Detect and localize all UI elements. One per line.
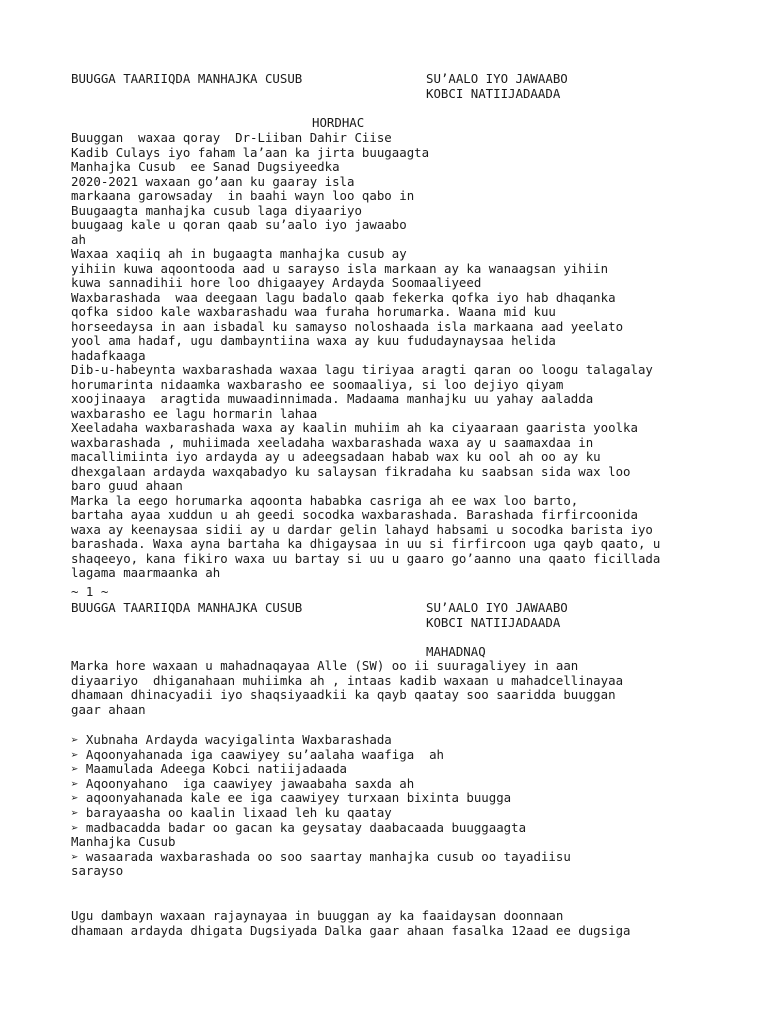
page1-body-line: Kadib Culays iyo faham la’aan ka jirta buugaagta <box>71 144 430 160</box>
page1-body-line: xoojinaaya aragtida muwaadinnimada. Madaama manhajku uu yahay aaladda <box>71 391 594 406</box>
page2-list-item: ➢ Xubnaha Ardayda wacyigalinta Waxbarashada <box>71 732 392 747</box>
page2-list-item: ➢ madbacadda badar oo gacan ka geysatay daabacaada buuggaagta <box>71 819 527 835</box>
page1-body-line: baro guud ahaan <box>71 478 183 493</box>
page1-body-line: bartaha ayaa xuddun u ah geedi socodka waxbarashada. Barashada firfircoonida <box>71 507 638 522</box>
page1-body-line: 2020-2021 waxaan go’aan ku gaaray isla <box>71 173 355 189</box>
page1-body-line: markaana garowsaday in baahi wayn loo qabo in <box>71 188 415 203</box>
page1-header-right-1: SU’AALO IYO JAWAABO <box>426 71 568 86</box>
page1-body-line: dhexgalaan ardayda waxqabadyo ku salaysan fikradaha ku saabsan sida wax loo <box>71 463 631 479</box>
page1-page-number: ~ 1 ~ <box>71 584 109 599</box>
page2-list-item: sarayso <box>71 863 124 879</box>
page2-header-left: BUUGGA TAARIIQDA MANHAJKA CUSUB <box>71 600 303 615</box>
page1-body-line: ah <box>71 231 86 247</box>
page1-body-line: yool ama hadaf, ugu dambayntiina waxa ay kuu fududaynaysaa helida <box>71 333 556 348</box>
page1-body-line: waxbarasho ee lagu hormarin lahaa <box>71 405 318 421</box>
page1-body-line: waxbarashada , muhiimada xeeladaha waxbarashada waxa ay u saamaxdaa in <box>71 434 594 450</box>
page2-list-item: ➢ aqoonyahanada kale ee iga caawiyey turxaan bixinta buugga <box>71 790 512 806</box>
page1-body-line: Manhajka Cusub ee Sanad Dugsiyeedka <box>71 159 340 174</box>
page2-list-item: Manhajka Cusub <box>71 834 176 850</box>
page1-body-line: hadafkaaga <box>71 347 146 363</box>
page1-body-line: kuwa sannadihii hore loo dhigaayey Ardayda Soomaaliyeed <box>71 275 482 290</box>
page1-section-title: HORDHAC <box>312 115 365 130</box>
page1-body-line: buugaag kale u qoran qaab su’aalo iyo jawaabo <box>71 217 407 232</box>
page1-body-line: Dib-u-habeynta waxbarashada waxaa lagu tiriyaa aragti qaran oo loogu talagalay <box>71 362 653 377</box>
page2-closing-line: Ugu dambayn waxaan rajaynayaa in buuggan ay ka faaidaysan doonnaan <box>71 908 564 923</box>
page1-header-left: BUUGGA TAARIIQDA MANHAJKA CUSUB <box>71 71 303 86</box>
page2-intro-line: diyaariyo dhiganahaan muhiimka ah , intaas kadib waxaan u mahadcellinayaa <box>71 672 624 688</box>
page1-body-line: qofka sidoo kale waxbarashadu waa furaha horumarka. Waana mid kuu <box>71 304 556 319</box>
page1-body-line: Buugaagta manhajka cusub laga diyaariyo <box>71 202 362 218</box>
page1-body-line: Xeeladaha waxbarashada waxa ay kaalin muhiim ah ka ciyaaraan gaarista yoolka <box>71 420 638 435</box>
page2-list-item: ➢ wasaarada waxbarashada oo soo saartay manhajka cusub oo tayadiisu <box>71 848 571 864</box>
page2-list-item: ➢ Aqoonyahanada iga caawiyey su’aalaha waafiga ah <box>71 746 444 762</box>
page1-body-line: horumarinta nidaamka waxbarasho ee soomaaliya, si loo dejiyo qiyam <box>71 376 564 392</box>
page1-body-line: Waxbarashada waa deegaan lagu badalo qaab fekerka qofka iyo hab dhaqanka <box>71 289 616 305</box>
page1-body-line: horseedaysa in aan isbadal ku samayso noloshaada isla markaana aad yeelato <box>71 318 624 334</box>
page2-list-item: ➢ barayaasha oo kaalin lixaad leh ku qaatay <box>71 805 392 820</box>
page1-body-line: Marka la eego horumarka aqoonta hababka casriga ah ee wax loo barto, <box>71 492 579 508</box>
page1-body-line: barashada. Waxa ayna bartaha ka dhigaysaa in uu si firfircoon uga qayb qaato, u <box>71 536 661 551</box>
page1-body-line: yihiin kuwa aqoontooda aad u sarayso isla markaan ay ka wanaagsan yihiin <box>71 260 609 276</box>
page1-body-line: Buuggan waxaa qoray Dr-Liiban Dahir Ciise <box>71 130 392 145</box>
page2-list-item: ➢ Aqoonyahano iga caawiyey jawaabaha saxda ah <box>71 775 415 791</box>
page1-body-line: macallimiinta iyo ardayda ay u adeegsadaan habab wax ku ool ah oo ay ku <box>71 449 601 464</box>
page1-body-line: shaqeeyo, kana fikiro waxa uu bartay si uu u gaaro go’aanno una qaato ficillada <box>71 550 661 566</box>
page1-body-line: lagama maarmaanka ah <box>71 565 221 580</box>
page2-section-title: MAHADNAQ <box>426 644 486 659</box>
page1-body-line: Waxaa xaqiiq ah in bugaagta manhajka cusub ay <box>71 246 407 261</box>
page2-list-item: ➢ Maamulada Adeega Kobci natiijadaada <box>71 761 348 777</box>
page1-body-line: waxa ay keenaysaa sidii ay u dardar gelin lahayd habsami u socodka barista iyo <box>71 521 653 537</box>
page2-intro-line: Marka hore waxaan u mahadnaqayaa Alle (SW) oo ii suuragaliyey in aan <box>71 658 579 673</box>
page2-header-right-2: KOBCI NATIIJADAADA <box>426 615 561 630</box>
page2-header-right-1: SU’AALO IYO JAWAABO <box>426 600 568 615</box>
page2-intro-line: dhamaan dhinacyadii iyo shaqsiyaadkii ka qayb qaatay soo saaridda buuggan <box>71 687 616 703</box>
page2-intro-line: gaar ahaan <box>71 701 146 717</box>
page1-header-right-2: KOBCI NATIIJADAADA <box>426 86 561 101</box>
page2-closing-line: dhamaan ardayda dhigata Dugsiyada Dalka gaar ahaan fasalka 12aad ee dugsiga <box>71 922 631 938</box>
